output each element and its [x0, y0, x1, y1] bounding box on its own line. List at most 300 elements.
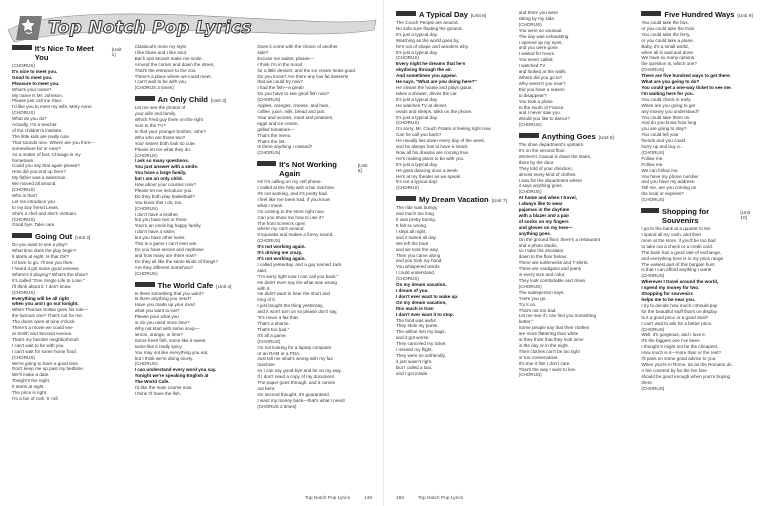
- lyric-line: and he always has to have a snack.: [396, 144, 469, 150]
- lyric-line: eggs and ice cream,: [257, 120, 299, 126]
- song-unit: [Unit 8]: [598, 136, 614, 142]
- lyric-line: Does it come with the choice of another: [257, 44, 338, 49]
- lyric-line: "Here you go.: [518, 295, 547, 301]
- lyric-line: somewhere far or near?: [12, 145, 61, 151]
- lyric-line: We're going to have a good time.: [12, 360, 80, 366]
- lyric-line: some like it really spicy.: [134, 343, 183, 349]
- lyric-line: There are cardigans and jeans: [518, 266, 581, 272]
- song-block: [135, 44, 250, 91]
- lyric-line: How much is it—more than or the rest?: [641, 350, 721, 356]
- lyric-line: skydiving through the air.: [396, 67, 452, 73]
- chorus-marker: (CHORUS): [12, 216, 35, 222]
- lyric-line: Women's Casual is down the stairs,: [518, 153, 592, 159]
- song-unit: [Unit 5]: [357, 164, 368, 175]
- lyric-line: and a photo studio,: [518, 242, 558, 248]
- lyric-line: I try to decide how much I should pay: [641, 302, 718, 308]
- lyric-line: I think I'm in the mood: [257, 61, 303, 67]
- lyric-line: It's nice to meet you.: [12, 68, 58, 74]
- lyric-line: and there you were: [518, 10, 558, 15]
- lyric-line: next to the TV?: [134, 122, 166, 128]
- lyric-line: It's true it fits! I don't care.: [518, 360, 571, 366]
- lyric-line: with a blazer and a pair: [518, 213, 570, 218]
- lyric-line: Their clothes can't be too tight: [518, 348, 580, 354]
- lyric-line: I want my money back—that's what I need!: [257, 397, 345, 403]
- lyric-line: Tonight we're speaking English at: [134, 373, 209, 379]
- song-heading: [519, 132, 634, 141]
- lyric-line: Please let me introduce you.: [134, 187, 193, 193]
- footer-book-title: Top Notch Pop Lyrics: [418, 496, 464, 501]
- lyric-line: I spend all my cash, and then: [641, 232, 702, 237]
- lyric-line: Good to meet you.: [12, 74, 53, 80]
- lyric-line: where my cat's around.: [257, 226, 305, 232]
- song-block: [135, 95, 250, 276]
- lyric-line: He watches TV at dinner,: [396, 102, 448, 108]
- lyric-line: Then you came along: [396, 252, 441, 258]
- lyric-line: I think I'll have the fish.: [134, 390, 181, 396]
- song-title: An Only Child: [157, 95, 208, 105]
- lyric-line: there by the door.: [518, 159, 555, 165]
- song-block: [641, 207, 756, 391]
- lyric-line: but I am an only child.: [134, 176, 183, 182]
- lyric-line: There are five hundred ways to get there.: [641, 73, 731, 79]
- lyric-line: The ride was bumpy: [396, 205, 438, 211]
- chorus-marker: (CHORUS 2 times): [134, 85, 174, 91]
- lyric-line: and it won't turn on so please don't say,: [257, 309, 338, 315]
- lyric-line: My name is Mr. Johnson.: [12, 92, 64, 98]
- chorus-marker: (CHORUS): [641, 197, 665, 203]
- lyric-line: out bent.: [257, 385, 276, 391]
- lyric-line: Wherever I travel around the world,: [641, 279, 719, 285]
- lyric-line: Shopping for souvenirs: [641, 291, 693, 297]
- lyric-line: The shoe department's upstairs.: [518, 142, 585, 148]
- lyric-line: I saw for the department where: [518, 177, 582, 183]
- lyric-line: Pleasure to meet you.: [12, 80, 60, 86]
- lyric-line: That's too bad.": [257, 326, 290, 332]
- lyric-line: Around the corner and down the street,: [134, 61, 215, 67]
- lyric-line: Is there something that you want?: [134, 290, 204, 296]
- book-title: Top Notch Pop Lyrics: [48, 18, 252, 38]
- lyric-line: It was pretty boring.: [396, 217, 437, 223]
- song-unit: [Unit 6]: [470, 14, 487, 19]
- lyric-line: No sofa sure floating the ground.: [396, 25, 463, 31]
- lyric-line: You may not like everything you eat,: [134, 349, 209, 355]
- lyric-line: You know that I do, too.: [134, 199, 183, 205]
- lyric-line: You have a large family,: [134, 170, 187, 176]
- lyric-line: and I got inside.: [396, 370, 429, 376]
- lyric-line: She's a chef and she's Vietnam.: [12, 210, 78, 216]
- lyric-line: What time does the play begin?: [12, 248, 77, 254]
- lyric-line: The doors open at nine o'clock.: [12, 319, 76, 325]
- song-unit: [Unit 9]: [737, 14, 753, 19]
- lyric-line: I don't have a sister,: [134, 229, 176, 235]
- lyric-line: Well, it's gorgeous, and I love it.: [641, 332, 706, 338]
- song-unit: [Unit 7]: [491, 199, 507, 205]
- song-unit: [Unit 1]: [111, 48, 122, 58]
- lyric-line: almost every kind of clothes.: [518, 171, 577, 177]
- lyric-line: Your sisters both look so cute.: [134, 140, 196, 146]
- lyric-line: to disappear?: [518, 92, 547, 98]
- lyric-line: It's just a typical day.: [396, 114, 438, 120]
- lyric-line: Do you have to see good fish now?: [257, 91, 330, 97]
- lyric-line: Please let me what they do.: [134, 146, 192, 152]
- chorus-marker: (CHORUS): [518, 189, 542, 195]
- lyric-line: I like blues and I like soul.: [134, 49, 188, 55]
- lyric-line: It's on the second floor.: [518, 148, 566, 154]
- lyric-line: I'd like you to meet my wife, Mary Anne.: [12, 104, 93, 110]
- lyric-line: We'll make a date.: [12, 372, 50, 378]
- lyric-line: It's not a typical day!: [396, 179, 438, 185]
- lyric-line: grilled tomatoes—: [257, 126, 295, 132]
- song-title: The World Cafe: [157, 280, 214, 290]
- lyric-line: Which Fred guy there on the right: [134, 117, 203, 123]
- lyric-line: I can't wait to be with you.: [12, 342, 65, 348]
- lyric-line: It's called "One Single Life to Lose.": [12, 277, 85, 283]
- song-block: [641, 10, 756, 203]
- lyric-line: Let me introduce you: [12, 198, 55, 204]
- lyric-line: should be good enough when you're buying: [641, 373, 731, 379]
- lyric-line: Could you say that again please?: [12, 163, 80, 169]
- text-column: [519, 10, 634, 490]
- lyric-line: What's your name?: [12, 86, 52, 92]
- lyric-line: I could understand.: [396, 270, 436, 276]
- lyric-line: We moved all around.: [12, 181, 57, 187]
- lyric-line: I called yesterday, and a guy named Jack: [257, 261, 342, 267]
- song-title: Anything Goes: [541, 132, 596, 142]
- lyric-line: I can't wait to be with you.: [134, 79, 188, 85]
- lyric-line: and I never saw you.: [518, 110, 562, 116]
- lyric-line: I waited for hours.: [518, 51, 556, 57]
- song-unit: [Unit 4]: [216, 284, 232, 290]
- lyric-line: I can't wait to ask for a better price.: [641, 320, 713, 326]
- lyric-line: That's the menu.: [257, 132, 292, 138]
- lyric-line: It's all a game.: [257, 332, 287, 338]
- text-column: [12, 44, 127, 490]
- song-heading: [12, 44, 127, 62]
- lyric-line: You took a plane: [518, 98, 553, 104]
- lyric-line: You have my phone number: [641, 173, 699, 179]
- lyric-line: It's just a typical day.: [396, 31, 438, 37]
- lyric-line: If I don't need a copy of my document.: [257, 374, 336, 380]
- lyric-line: I just bought the thing yesterday,: [257, 303, 324, 309]
- lyric-line: It felt so wrong.: [396, 223, 428, 228]
- lyric-line: The front screen's open: [257, 220, 306, 226]
- lyric-line: The salesperson says,: [518, 289, 565, 295]
- lyric-line: I slept all night,: [396, 228, 427, 234]
- lyric-line: and how many are there now?: [134, 252, 197, 258]
- lyric-line: I'm not looking for a laptop computer: [257, 344, 332, 350]
- lyric-line: is that I can afford anything I want!: [641, 267, 712, 273]
- lyric-line: You never called.: [518, 57, 554, 63]
- lyric-line: I missed my flight.: [396, 347, 433, 353]
- lyric-line: machine: [257, 362, 275, 368]
- song-heading: [396, 195, 511, 204]
- lyric-line: It's just a typical day.: [396, 161, 438, 167]
- lyric-line: I can't wait for some home food.: [12, 348, 77, 354]
- lyric-line: or you could take a plane.: [641, 37, 694, 43]
- lyric-line: There's a movie we could see: [12, 325, 73, 331]
- lyric-line: Hi! I'm calling on my cell phone.: [257, 179, 322, 185]
- lyric-line: On my dream vacation,: [396, 282, 447, 288]
- lyric-line: You could tell your: [641, 132, 679, 138]
- lyric-line: The World Cafe.: [134, 379, 170, 385]
- lyric-line: and it rained all day.: [396, 234, 437, 240]
- lyric-line: But I called a taxi,: [396, 364, 433, 370]
- footer-book-title: Top Notch Pop Lyrics: [304, 496, 350, 501]
- lyric-line: Please just call me Stan.: [12, 98, 63, 104]
- lyric-line: lemon, orange, or lime?: [134, 331, 183, 337]
- lyric-line: you are going to stay?: [641, 126, 687, 132]
- lyric-line: It's the biggest one I've been.: [641, 338, 701, 344]
- song-heading: [257, 160, 372, 178]
- lyric-line: Some fresh fish, some like it sweet,: [134, 337, 207, 343]
- lyric-line: but I think we're doing nicely.: [134, 355, 194, 361]
- lyric-line: On second thought, it's guaranteed.: [257, 391, 330, 397]
- lyric-line: Why not start with some soup—: [134, 325, 200, 331]
- lyric-line: I'm a fan of rock 'n' roll.: [12, 395, 59, 401]
- lyric-line: Follow me.: [641, 155, 664, 161]
- lyric-line: or do you need more time?: [134, 320, 190, 326]
- lyric-line: That's a shame.: [257, 320, 290, 326]
- lyric-line: I don't ever want it to stop.: [396, 311, 455, 317]
- lyric-line: and it got worse.: [396, 335, 430, 341]
- lyric-line: the famous one? That's not for me.: [12, 313, 84, 319]
- lyric-line: this much is true:: [396, 305, 435, 311]
- song-heading: [641, 207, 756, 225]
- lyric-line: more at the store, if you'll be too bad: [641, 237, 716, 243]
- right-columns: [396, 10, 756, 490]
- lyric-line: When are you going to get: [641, 102, 696, 108]
- lyric-line: It's not working again.: [257, 244, 306, 250]
- lyric-line: and you were gone.: [518, 45, 560, 51]
- lyric-line: it says anything goes.: [518, 183, 563, 189]
- lyric-line: "It's never a fax that.: [257, 315, 299, 321]
- lyric-line: side?: [257, 49, 269, 55]
- lyric-line: so I take the escalator: [518, 248, 564, 254]
- lyric-line: The easiest part of this bargain hunt: [641, 261, 715, 267]
- right-footer: [396, 496, 463, 501]
- lyric-line: Where's it playing? What's the show?: [12, 271, 89, 277]
- lyric-line: He's making plans to be with you.: [396, 155, 465, 161]
- lyric-line: sitting by my side.: [518, 15, 556, 21]
- lyric-line: We have so many options,: [641, 55, 696, 61]
- lyric-line: Is that your younger brother, John?: [134, 128, 206, 134]
- lyric-line: to my boy friend Lewis.: [12, 204, 59, 210]
- lyric-line: Who is that?: [12, 192, 38, 198]
- lyric-line: On the ground floor, there's a restaurant: [518, 236, 600, 242]
- lyric-line: You whispered words: [396, 264, 440, 270]
- lyric-line: I'll think about it. I don't know.: [12, 283, 72, 289]
- lyric-line: Tonight's the night.: [12, 378, 51, 384]
- chorus-marker: (CHORUS): [641, 149, 665, 155]
- lyric-line: Do they all like the same kinds of things?: [134, 258, 218, 264]
- lyric-line: That's the entrance to the zoo.: [134, 67, 197, 73]
- lyric-line: There are turtlenecks and T-shirts.: [518, 260, 589, 266]
- track-marker-icon: [12, 233, 32, 238]
- lyric-line: It's driving me crazy.: [257, 250, 303, 256]
- lyric-line: My father was a salesman.: [12, 175, 67, 181]
- lyric-line: I opened up my eyes,: [518, 39, 563, 45]
- lyric-line: I ask so many questions.: [134, 158, 190, 164]
- chorus-marker: (CHORUS): [12, 110, 35, 116]
- song-block: [519, 132, 634, 378]
- song-block: [257, 44, 372, 156]
- lyric-line: I don't ever want to wake up.: [396, 293, 459, 299]
- lyric-line: That's the way I want to live.: [518, 366, 577, 372]
- text-column: [257, 44, 372, 490]
- lyric-line: to take out a check or a credit card.: [641, 243, 714, 249]
- chorus-marker: (CHORUS): [12, 187, 35, 193]
- lyric-line: are more flattering than white: [518, 331, 579, 337]
- song-block: [12, 44, 127, 228]
- lyric-line: It starts at eight. Is that OK?: [12, 254, 69, 260]
- lyric-line: to the south of France,: [518, 104, 565, 110]
- lyric-line: Every night he dreams that he's: [396, 61, 466, 67]
- lyric-line: I had the fish—a great!: [257, 85, 304, 91]
- lyric-line: That sounds nice. Where are you from—: [12, 139, 95, 145]
- lyric-line: I always like to wear: [518, 201, 563, 207]
- lyric-line: coffee, juice, milk, bread and jam.: [257, 108, 326, 114]
- lyric-line: They told of your direction,: [518, 165, 573, 171]
- lyric-line: I'd like the main course now.: [134, 385, 193, 391]
- lyric-line: The day was exhausting.: [518, 33, 570, 39]
- lyric-line: That's not too bad.: [518, 307, 557, 313]
- text-column: [641, 10, 756, 490]
- lyric-line: Actually, I'm a teacher: [12, 122, 57, 128]
- lyric-line: You could take the ferry,: [641, 31, 691, 37]
- lyric-line: You could get a one-way ticket to see me.: [641, 84, 732, 90]
- track-marker-icon: [135, 96, 155, 101]
- lyric-line: You could take the bus,: [641, 20, 689, 25]
- lyric-line: They canceled my ticket.: [396, 341, 447, 347]
- lyric-line: It squeaks and makes a funny sound.: [257, 232, 334, 238]
- lyric-line: "I'm sorry right now I can call you back.": [257, 273, 339, 279]
- lyric-line: Watching as the world goes by,: [396, 37, 460, 43]
- lyric-line: I can understand every word you say.: [134, 367, 217, 373]
- lyric-line: Do you want to see a play?: [12, 242, 68, 248]
- lyric-line: and everything here is in my price range.: [641, 255, 725, 261]
- lyric-line: Follow me.: [641, 161, 664, 167]
- lyric-line: Please pour what you: [134, 314, 179, 320]
- chorus-marker: (CHORUS): [396, 276, 419, 282]
- song-unit: [Unit 3]: [210, 99, 227, 105]
- lyric-line: Don't keep me up past my bedtime.: [12, 366, 85, 372]
- lyric-line: and much too long.: [396, 211, 436, 217]
- lyric-line: Just tell me what's wrong with my fax: [257, 356, 333, 362]
- song-block: [519, 10, 634, 128]
- lyric-line: in every size and color.: [518, 272, 566, 278]
- lyric-line: I called at the help with a fax machine.: [257, 185, 336, 191]
- chorus-marker: (CHORUS): [12, 63, 35, 68]
- lyric-line: I spend my money for two.: [641, 285, 700, 291]
- chorus-marker: (CHORUS): [257, 238, 281, 244]
- track-marker-icon: [12, 45, 32, 50]
- lyric-line: in the day or in the night.: [518, 342, 569, 348]
- song-heading: [12, 232, 127, 241]
- lyric-line: He didn't even say the what was wrong: [257, 279, 337, 285]
- lyric-line: And sometimes you appear.: [396, 73, 458, 79]
- chorus-marker: (CHORUS): [134, 152, 158, 158]
- lyric-line: There's a place where we could meet.: [134, 73, 212, 79]
- chorus-marker: (CHORUS): [257, 338, 281, 344]
- lyric-line: or too conservative.: [518, 354, 559, 360]
- lyric-line: what I mean.: [257, 202, 284, 208]
- song-unit: [Unit 2]: [75, 236, 91, 242]
- lyric-line: when you and I go out tonight.: [12, 301, 79, 307]
- lyric-line: there.: [641, 379, 654, 385]
- text-column: [396, 10, 511, 490]
- lyric-line: How did you end up here?: [12, 169, 66, 175]
- lyric-line: They look comfortable and clean.: [518, 277, 587, 283]
- lyric-line: anything goes.: [518, 230, 552, 236]
- lyric-line: of the children's institute.: [12, 127, 63, 133]
- lyric-line: I go to the bank at a quarter to ten: [641, 226, 711, 232]
- track-marker-icon: [641, 208, 659, 213]
- text-column: [135, 44, 250, 490]
- lyric-line: Would you like to dance?: [518, 116, 570, 122]
- title-banner: [6, 8, 378, 48]
- lyric-line: so I can say good-bye and be on my way.: [257, 368, 342, 374]
- chorus-marker: (CHORUS): [134, 361, 158, 367]
- lyric-line: reads and sleeps, talks on the phone.: [396, 108, 473, 114]
- lyric-line: You could check in early.: [641, 96, 692, 102]
- lyric-line: and we took the way.: [396, 246, 439, 252]
- lyric-line: Who who are those two?: [134, 134, 186, 140]
- lyric-line: At home and when I travel,: [518, 195, 577, 201]
- lyric-line: hurry up and buy a...: [641, 144, 684, 150]
- lyric-line: Do they both play basketball?: [134, 193, 195, 199]
- lyric-line: Are they different somehow?: [134, 264, 194, 270]
- lyric-line: Can you show me how to use it?: [257, 214, 324, 220]
- lyric-line: takes a shower, drives the car.: [396, 90, 458, 96]
- lyric-line: Have you made up your mind: [134, 302, 195, 308]
- chorus-marker: (CHORUS): [396, 120, 419, 126]
- chorus-marker: (CHORUS): [396, 55, 419, 61]
- lyric-line: and gloves on my toes—: [518, 224, 573, 230]
- lyric-line: It's just a typical day.: [396, 96, 438, 102]
- chorus-marker: (CHORUS): [12, 289, 35, 295]
- song-title: My Dream Vacation: [419, 195, 489, 205]
- lyric-line: They stole my purse.: [396, 323, 439, 329]
- lyric-line: We left the boat: [396, 240, 429, 246]
- lyric-line: I'm sorry, Mr. Couch Potato is feeling right now.: [396, 126, 492, 132]
- lyric-line: You just answer with a smile.: [134, 164, 199, 170]
- lyric-line: at Smith and Second Avenue.: [12, 330, 73, 336]
- lyric-line: and you took my hand.: [396, 258, 443, 264]
- lyric-line: Why weren't you near?: [518, 80, 566, 86]
- lyric-line: You're an uncle big happy family.: [134, 223, 202, 229]
- lyric-line: He cleans the house and plays guitar,: [396, 84, 473, 90]
- chorus-marker: (CHORUS): [641, 326, 665, 332]
- lyric-line: he's out of shape and wonders why.: [396, 43, 469, 49]
- song-block: [257, 160, 372, 409]
- lyric-line: The little kids are really cute.: [12, 133, 71, 139]
- chorus-marker: (CHORUS): [396, 185, 419, 191]
- song-title: Shopping for Souvenirs: [661, 207, 710, 226]
- song-block: [12, 232, 127, 401]
- lyric-line: You could take them on.: [641, 114, 691, 120]
- lyric-line: said,: [257, 267, 268, 273]
- chorus-marker: (CHORUS): [134, 270, 158, 276]
- chorus-marker: (CHORUS): [257, 150, 281, 156]
- chorus-marker: (CHORUS): [257, 97, 281, 103]
- lyric-line: Where did you go to?: [518, 74, 563, 80]
- lyric-line: He usually lies down every day of the week,: [396, 138, 486, 144]
- lyric-line: any money you understand?: [641, 108, 700, 114]
- lyric-line: I'm coming to the store right now.: [257, 208, 325, 214]
- song-heading: [135, 95, 250, 104]
- lyric-line: Apples, oranges, cheese, and ham,: [257, 103, 330, 109]
- song-heading: [135, 281, 250, 290]
